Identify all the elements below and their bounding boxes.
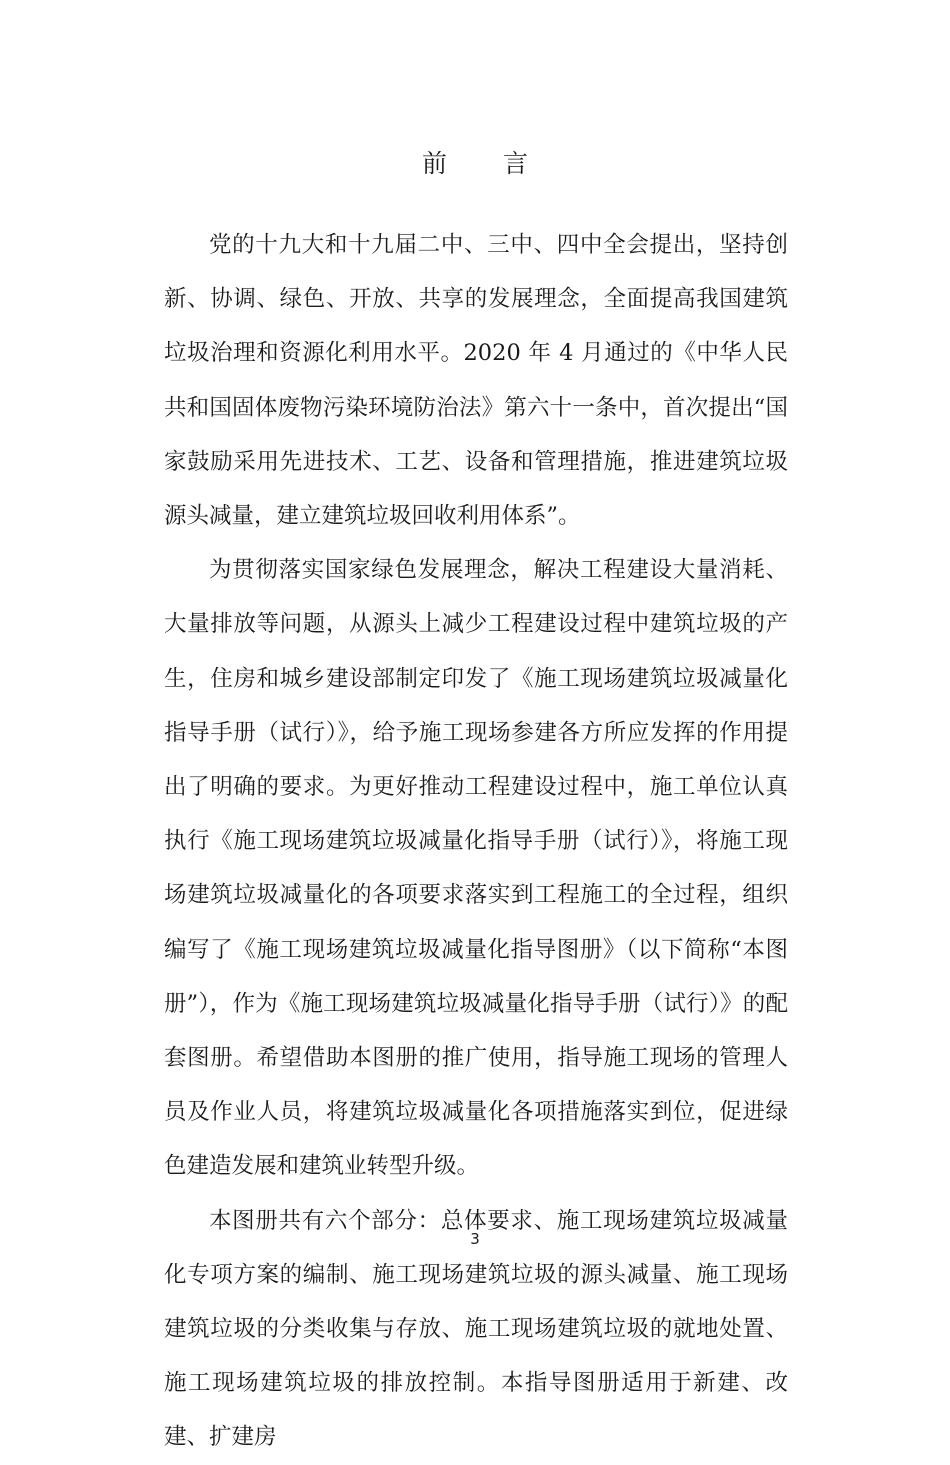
page-number: 3 xyxy=(470,1230,480,1248)
paragraph-3: 本图册共有六个部分：总体要求、施工现场建筑垃圾减量化专项方案的编制、施工现场建筑垃圾的源头减量、施工现场建筑垃圾的分类收集与存放、施工现场建筑垃圾的就地处置、施工现场建筑垃圾的排放控制。本指导图册适用于新建、改建、扩建房 xyxy=(164,1207,788,1451)
paragraph-2: 为贯彻落实国家绿色发展理念，解决工程建设大量消耗、大量排放等问题，从源头上减少工程建设过程中建筑垃圾的产生，住房和城乡建设部制定印发了《施工现场建筑垃圾减量化指导手册（试行）》，给予施工现场参建各方所应发挥的作用提出了明确的要求。为更好推动工程建设过程中，施工单位认真执行《施工现场建筑垃圾减量化指导手册（试行）》，将施工现场建筑垃圾减量化的各项要求落实到工程施工的全过程，组织编写了《施工现场建筑垃圾减量化指导图册》（以下简称“本图册”），作为《施工现场建筑垃圾减量化指导手册（试行）》的配套图册。希望借助本图册的推广使用，指导施工现场的管理人员及作业人员，将建筑垃圾减量化各项措施落实到位，促进绿色建造发展和建筑业转型升级。 xyxy=(164,557,788,1180)
paragraph-1: 党的十九大和十九届二中、三中、四中全会提出，坚持创新、协调、绿色、开放、共享的发展理念，全面提高我国建筑垃圾治理和资源化利用水平。2020 年 4 月通过的《中华人民共和国固体废物污染环境防治法》第六十一条中，首次提出“国家鼓励采用先进技术、工艺、设备和管理措施，推进建筑垃圾源头减量，建立建筑垃圾回收利用体系”。 xyxy=(164,232,788,530)
body-text xyxy=(164,218,788,1465)
page-title: 前 言 xyxy=(422,149,552,178)
